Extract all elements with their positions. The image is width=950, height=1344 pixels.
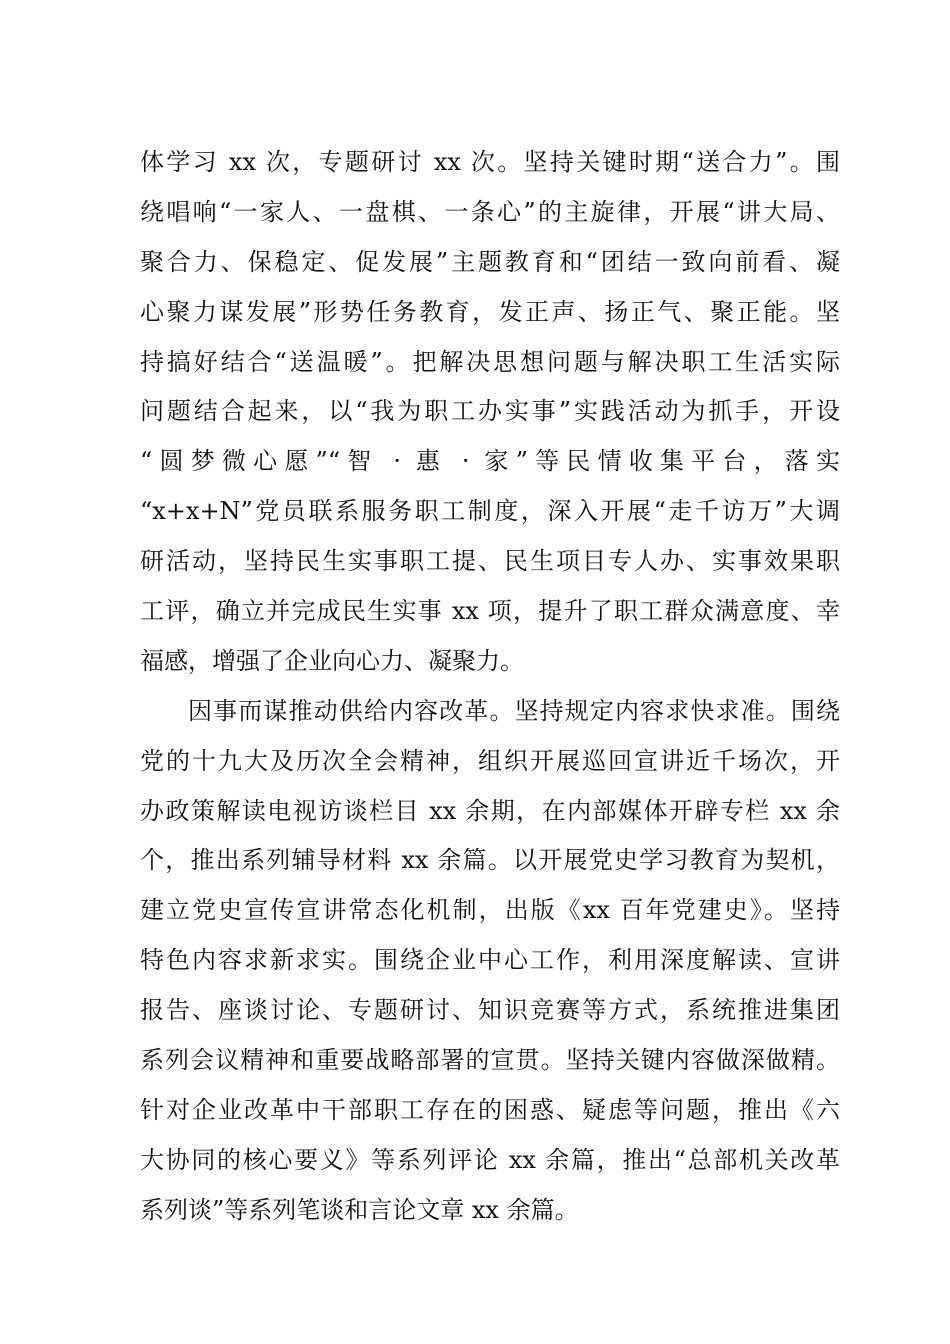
paragraph-line: “x+x+N”党员联系服务职工制度，深入开展“走千访万”大调: [140, 497, 840, 526]
document-body: [140, 138, 840, 1236]
paragraph-line: 聚合力、保稳定、促发展”主题教育和“团结一致向前看、凝: [140, 247, 840, 276]
paragraph-line: 针对企业改革中干部职工存在的困惑、疑虑等问题，推出《六: [140, 1095, 840, 1124]
paragraph-line: 报告、座谈讨论、专题研讨、知识竞赛等方式，系统推进集团: [140, 996, 840, 1025]
paragraph-line-last: 福感，增强了企业向心力、凝聚力。: [140, 646, 524, 675]
paragraph-line-last: 系列谈”等系列笔谈和言论文章 xx 余篇。: [140, 1195, 579, 1224]
paragraph-2: [140, 687, 840, 1236]
paragraph-line: 持搞好结合“送温暖”。把解决思想问题与解决职工生活实际: [140, 347, 840, 376]
paragraph-line: 个，推出系列辅导材料 xx 余篇。以开展党史学习教育为契机，: [140, 846, 840, 875]
paragraph-line: 心聚力谋发展”形势任务教育，发正声、扬正气、聚正能。坚: [140, 297, 840, 326]
paragraph-line: 研活动，坚持民生实事职工提、民生项目专人办、实事效果职: [140, 547, 840, 576]
paragraph-line: 体学习 xx 次，专题研讨 xx 次。坚持关键时期“送合力”。围: [140, 148, 840, 176]
paragraph-line: 工评，确立并完成民生实事 xx 项，提升了职工群众满意度、幸: [140, 597, 840, 626]
paragraph-line: 特色内容求新求实。围绕企业中心工作，利用深度解读、宣讲: [140, 946, 840, 975]
paragraph-line: 系列会议精神和重要战略部署的宣贯。坚持关键内容做深做精。: [140, 1046, 840, 1075]
paragraph-line: “圆梦微心愿”“智 · 惠 · 家”等民情收集平台，落实: [140, 447, 840, 476]
paragraph-line: 党的十九大及历次全会精神，组织开展巡回宣讲近千场次，开: [140, 746, 840, 775]
paragraph-1: [140, 138, 840, 687]
paragraph-line: 问题结合起来，以“我为职工办实事”实践活动为抓手，开设: [140, 397, 840, 426]
paragraph-line: 办政策解读电视访谈栏目 xx 余期，在内部媒体开辟专栏 xx 余: [140, 796, 840, 825]
paragraph-line: 大协同的核心要义》等系列评论 xx 余篇，推出“总部机关改革: [140, 1145, 840, 1174]
paragraph-first-line: 因事而谋推动供给内容改革。坚持规定内容求快求准。围绕: [188, 696, 840, 725]
paragraph-line: 建立党史宣传宣讲常态化机制，出版《xx 百年党建史》。坚持: [140, 896, 840, 925]
paragraph-line: 绕唱响“一家人、一盘棋、一条心”的主旋律，开展“讲大局、: [140, 197, 840, 226]
